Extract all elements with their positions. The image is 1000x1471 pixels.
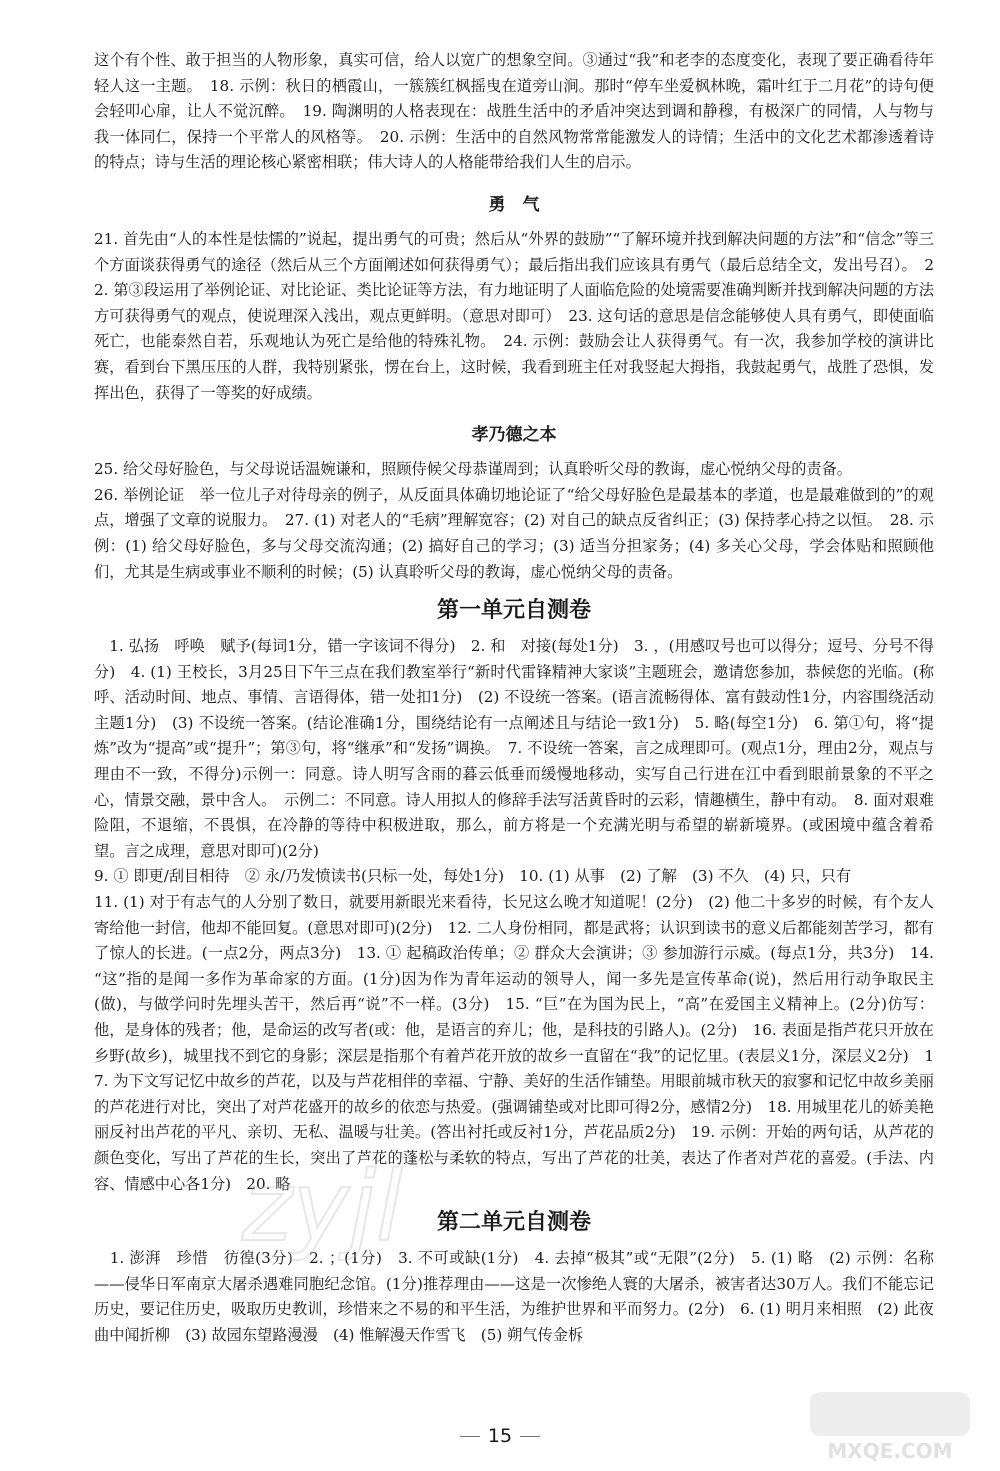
section-title-unit2: 第二单元自测卷 — [436, 1210, 591, 1236]
watermark-zyjl-text: zyjl — [242, 1151, 403, 1263]
watermark-corner — [800, 1390, 980, 1465]
section-title-unit1: 第一单元自测卷 — [436, 598, 591, 624]
footer-dash-right — [520, 1436, 540, 1437]
watermark-corner-text: MXQE.COM — [827, 1439, 953, 1463]
paragraph-filial-2: 26. 举例论证 举一位儿子对待母亲的例子，从反面具体确切地论证了“给父母好脸色是最基本的孝道，也是最难做到的”的观点，增强了文章的说服力。 27. (1) 对老人的“毛病”理解宽容；(2) 对自己的缺点反省纠正；(3) 保持孝心持之以恒。 28. 示例：(1) 给父母好脸色，多与父母交流沟通；(2) 搞好自己的学习；(3) 适当分担家务；(4) 多关心父母，学会体贴和照顾他们，尤其是生病或事业不顺利的时候；(5) 认真聆听父母的教诲，虚心悦纳父母的责备。 — [94, 485, 934, 581]
paragraph-unit1-3: 11. (1) 对于有志气的人分别了数日，就要用新眼光来看待，长兄这么晚才知道呢！(2分) (2) 他二十多岁的时候，有个友人寄给他一封信，他却不能回复。(意思对即可)(2分) 12. 二人身份相同，都是武将；认识到读书的意义后都能刻苦学习，都有了惊人的长进。(一点2分，两点3分) 13. ① 起稿政治传单；② 群众大会演讲；③ 参加游行示威。(每点1分，共3分) 14. “这”指的是闻一多作为革命家的方面。(1分)因为作为青年运动的领导人，闻一多先是宣传革命(说)，然后用行动争取民主(做)，与做学问时先埋头苦干，然后再“说”不一样。(3分) 15. “巨”在为国为民上，“高”在爱国主义精神上。(2分)仿写：他，是身体的残者；他，是命运的改写者(或：他，是语言的弃儿；他，是科技的引路人)。(2分) 16. 表面是指芦花只开放在乡野(故乡)，城里找不到它的身影；深层是指那个有着芦花开放的故乡一直留在“我”的记忆里。(表层义1分，深层义2分) 17. 为下文写记忆中故乡的芦花，以及与芦花相伴的幸福、宁静、美好的生活作铺垫。用眼前城市秋天的寂寥和记忆中故乡美丽的芦花进行对比，突出了对芦花盛开的故乡的依恋与热爱。(强调铺垫或对比即可得2分，感情2分) 18. 用城里花儿的娇美艳丽反衬出芦花的平凡、亲切、无私、温暖与壮美。(答出衬托或反衬1分，芦花品质2分) 19. 示例：开始的两句话，从芦花的颜色变化，写出了芦花的生长，突出了芦花的蓬松与柔软的特点，写出了芦花的壮美，表达了作者对芦花的喜爱。(手法、内容、情感中心各1分) 20. 略 — [94, 893, 934, 1193]
section-title-filial: 孝乃德之本 — [471, 425, 557, 446]
page-number: 15 — [487, 1425, 513, 1447]
paragraph-unit2-1: 1. 澎湃 珍惜 彷徨(3分) 2. ；(1分) 3. 不可或缺(1分) 4. 去掉“极其”或“无限”(2分) 5. (1) 略 (2) 示例：名称——侵华日军南京大屠杀遇难同胞纪念馆。(1分)推荐理由——这是一次惨绝人寰的大屠杀，被害者达30万人。我们不能忘记历史，要记住历史，吸取历史教训，珍惜来之不易的和平生活，为维护世界和平而努力。(2分) 6. (1) 明月来相照 (2) 此夜曲中闻折柳 (3) 故园东望路漫漫 (4) 惟解漫天作雪飞 (5) 朔气传金柝 — [94, 1249, 934, 1344]
paragraph-unit1-2: 9. ① 即更/刮目相待 ② 永/乃发愤读书(只标一处，每处1分) 10. (1) 从事 (2) 了解 (3) 不久 (4) 只，只有 — [94, 867, 852, 886]
watermark-zyjl — [232, 1140, 532, 1270]
paragraph-unit1-1: 1. 弘扬 呼唤 赋予(每词1分，错一字该词不得分) 2. 和 对接(每处1分) 3. ，(用感叹号也可以得分；逗号、分号不得分) 4. (1) 王校长，3月25日下午三点在我们教室举行“新时代雷锋精神大家谈”主题班会，邀请您参加，恭候您的光临。(称呼、活动时间、地点、事情、言语得体，错一处扣1分) (2) 不设统一答案。(语言流畅得体、富有鼓动性1分，内容围绕活动主题1分) (3) 不设统一答案。(结论准确1分，围绕结论有一点阐述且与结论一致1分) 5. 略(每空1分) 6. 第①句，将“提炼”改为“提高”或“提升”；第③句，将“继承”和“发扬”调换。 7. 不设统一答案，言之成理即可。(观点1分，理由2分，观点与理由不一致，不得分)示例一：同意。诗人明写含雨的暮云低垂而缓慢地移动，实写自己行进在江中看到眼前景象的不平之心，情景交融，景中含人。 示例二：不同意。诗人用拟人的修辞手法写活黄昏时的云彩，情趣横生，静中有动。 8. 面对艰难险阻，不退缩，不畏惧，在冷静的等待中积极进取，那么，前方将是一个充满光明与希望的崭新境界。(或困境中蕴含着希望。言之成理，意思对即可)(2分) — [94, 637, 934, 860]
paragraph-courage: 21. 首先由“人的本性是怯懦的”说起，提出勇气的可贵；然后从“外界的鼓励”“了解环境并找到解决问题的方法”和“信念”等三个方面谈获得勇气的途径（然后从三个方面阐述如何获得勇气）；最后指出我们应该具有勇气（最后总结全文，发出号召）。 22. 第③段运用了举例论证、对比论证、类比论证等方法，有力地证明了人面临危险的处境需要准确判断并找到解决问题的方法方可获得勇气的观点，使说理深入浅出，观点更鲜明。（意思对即可） 23. 这句话的意思是信念能够使人具有勇气，即使面临死亡，也能泰然自若，乐观地认为死亡是给他的特殊礼物。 24. 示例：鼓励会让人获得勇气。有一次，我参加学校的演讲比赛，看到台下黑压压的人群，我特别紧张，愣在台上，这时候，我看到班主任对我竖起大拇指，我鼓起勇气，战胜了恐惧，发挥出色，获得了一等奖的好成绩。 — [94, 229, 934, 402]
paragraph-intro: 这个有个性、敢于担当的人物形象，真实可信，给人以宽广的想象空间。③通过“我”和老李的态度变化，表现了要正确看待年轻人这一主题。 18. 示例：秋日的栖霞山，一簇簇红枫摇曳在道旁山涧。那时“停车坐爱枫林晚，霜叶红于二月花”的诗句便会轻叩心扉，让人不觉沉醉。 19. 陶渊明的人格表现在：战胜生活中的矛盾冲突达到调和静穆，有极深广的同情，人与物与我一体同仁，保持一个平常人的风格等。 20. 示例：生活中的自然风物常常能激发人的诗情；生活中的文化艺术都渗透着诗的特点；诗与生活的理论核心紧密相联；伟大诗人的人格能带给我们人生的启示。 — [94, 51, 934, 172]
watermark-logo-shape — [810, 1392, 970, 1436]
footer-dash-left — [460, 1436, 480, 1437]
paragraph-filial-1: 25. 给父母好脸色，与父母说话温婉谦和，照顾侍候父母恭谨周到；认真聆听父母的教诲，虚心悦纳父母的责备。 — [94, 460, 852, 479]
section-title-courage: 勇 气 — [488, 194, 540, 215]
